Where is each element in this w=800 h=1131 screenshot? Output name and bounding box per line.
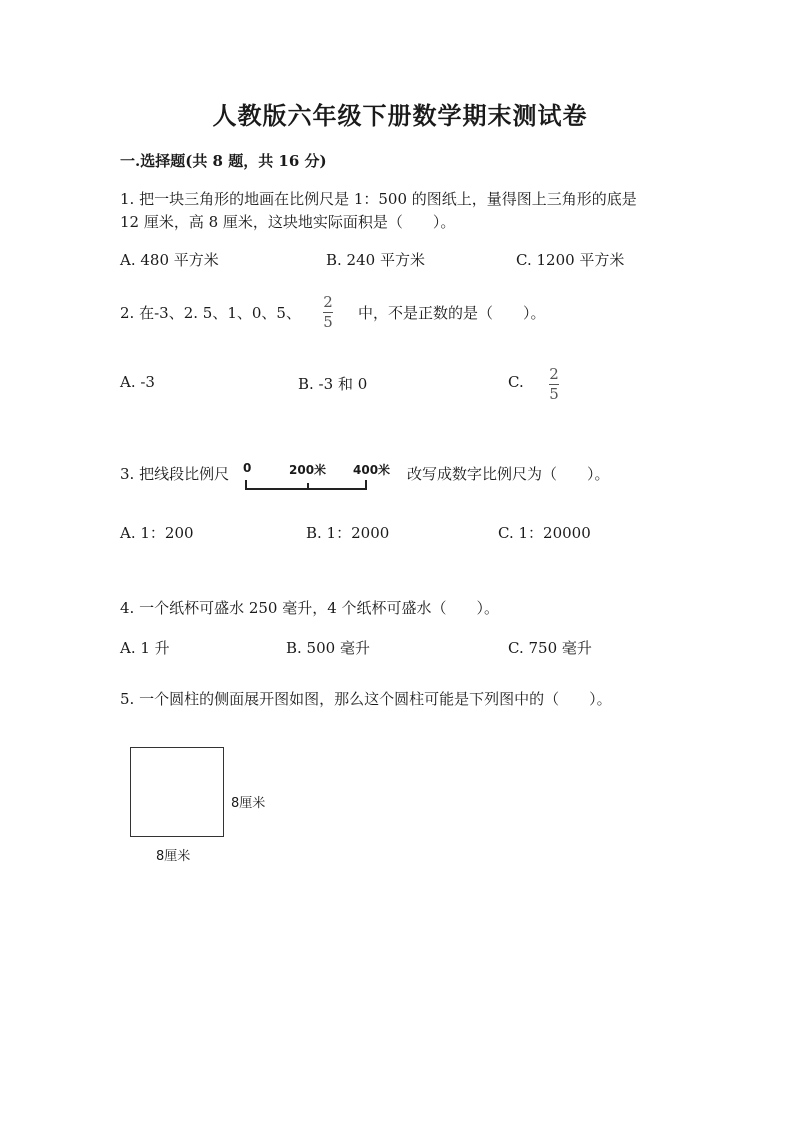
scale-label-400: 400米 (353, 463, 391, 477)
question-1-option-c: C. 1200 平方米 (516, 251, 625, 269)
question-2-option-b: B. -3 和 0 (298, 375, 368, 393)
question-2-option-a: A. -3 (120, 373, 155, 391)
question-4-text: 4. 一个纸杯可盛水 250 毫升，4 个纸杯可盛水（ ）。 (120, 599, 500, 617)
question-3-option-a: A. 1：200 (120, 524, 194, 542)
fraction-denominator: 5 (549, 385, 559, 403)
square-bottom-label: 8厘米 (156, 849, 191, 864)
section-heading: 一.选择题(共 8 题，共 16 分) (120, 152, 327, 170)
question-1-option-a: A. 480 平方米 (120, 251, 219, 269)
question-2-fraction (323, 294, 333, 331)
question-2-option-c-fraction (549, 366, 559, 403)
question-3-prefix: 3. 把线段比例尺 (120, 465, 230, 483)
fraction-numerator: 2 (323, 293, 333, 311)
square-side-label: 8厘米 (231, 796, 266, 811)
question-2-prefix: 2. 在-3、2. 5、1、0、5、 (120, 304, 301, 322)
question-3-option-b: B. 1：2000 (306, 524, 390, 542)
question-2-option-c: C. (508, 373, 524, 391)
question-1-option-b: B. 240 平方米 (326, 251, 425, 269)
scale-label-200: 200米 (289, 463, 327, 477)
scale-label-0: 0 (243, 461, 252, 475)
question-5-text: 5. 一个圆柱的侧面展开图如图，那么这个圆柱可能是下列图中的（ ）。 (120, 690, 612, 708)
question-4-option-a: A. 1 升 (120, 639, 170, 657)
question-2-suffix: 中，不是正数的是（ ）。 (358, 304, 546, 322)
unfolded-side-square (130, 747, 224, 837)
question-3-option-c: C. 1：20000 (498, 524, 591, 542)
page-title: 人教版六年级下册数学期末测试卷 (212, 101, 588, 130)
question-4-option-b: B. 500 毫升 (286, 639, 370, 657)
question-4-option-c: C. 750 毫升 (508, 639, 592, 657)
fraction-denominator: 5 (323, 313, 333, 331)
question-1-line-1: 1. 把一块三角形的地画在比例尺是 1：500 的图纸上，量得图上三角形的底是 (120, 190, 637, 208)
scale-bar (244, 478, 368, 492)
question-3-suffix: 改写成数字比例尺为（ ）。 (407, 465, 610, 483)
fraction-numerator: 2 (549, 365, 559, 383)
question-1-line-2: 12 厘米，高 8 厘米，这块地实际面积是（ ）。 (120, 213, 456, 231)
